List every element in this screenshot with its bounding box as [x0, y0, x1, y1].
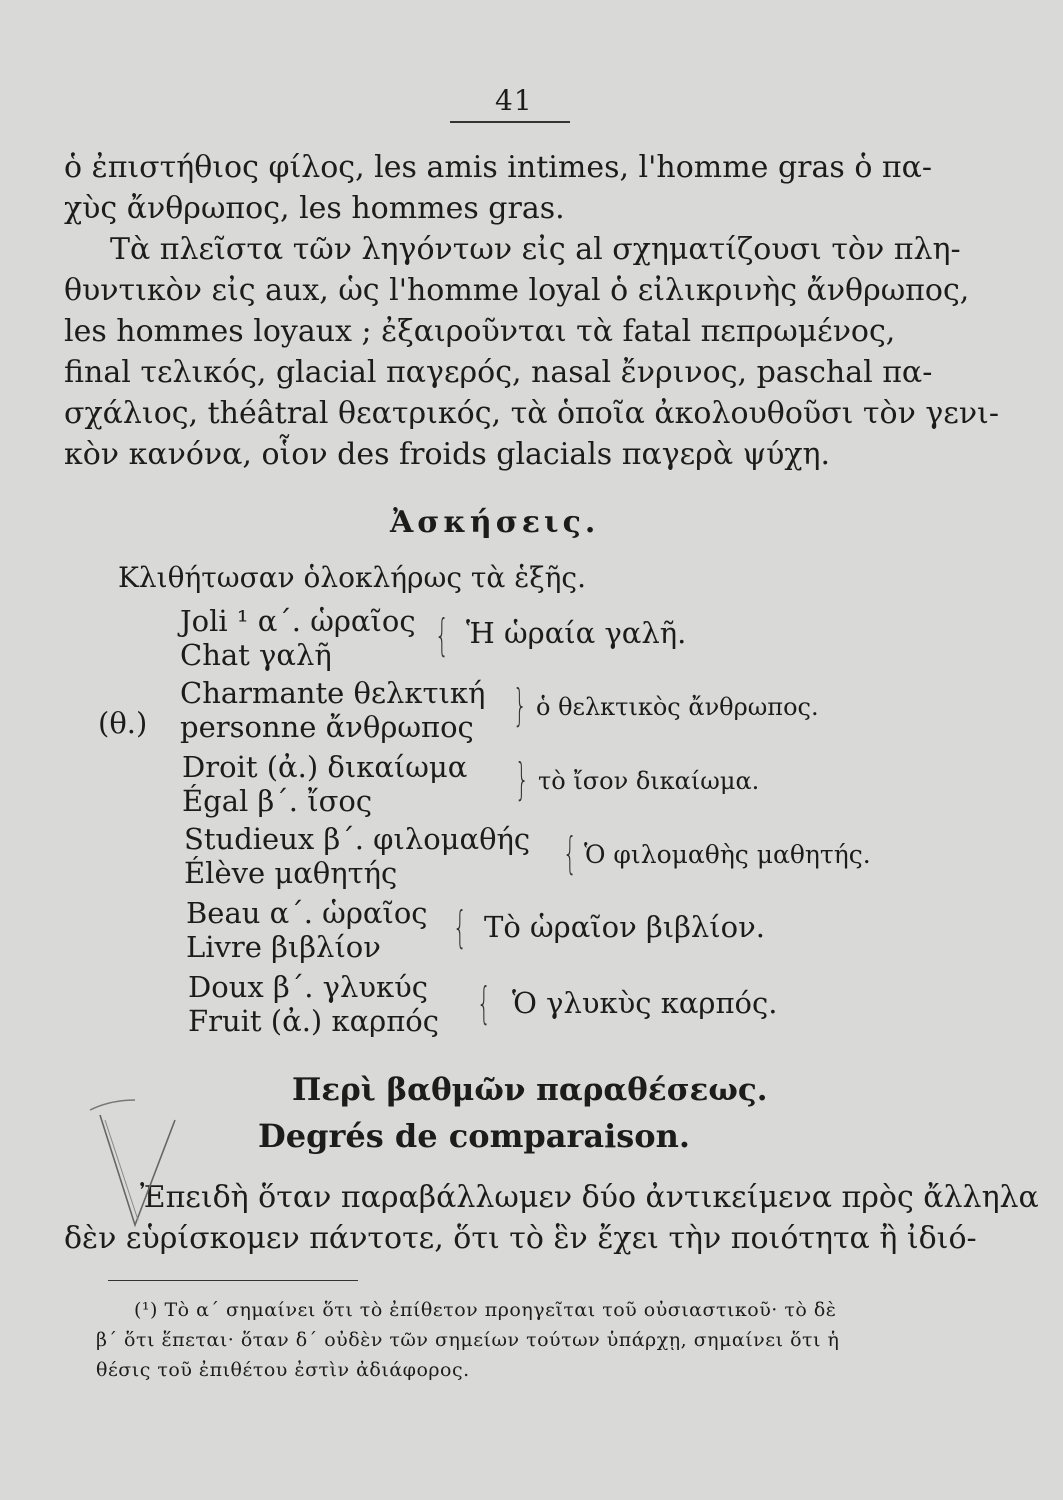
- exercise-word: Égal β΄. ἴσος: [182, 784, 373, 818]
- exercise-word: Studieux β΄. φιλομαθής: [184, 822, 531, 856]
- exercise-word: personne ἄνθρωπος: [180, 710, 474, 744]
- text-line: ὁ ἐπιστήθιος φίλος, les amis intimes, l'homme gras ὁ πα-: [64, 150, 933, 185]
- exercise-word: Livre βιβλίον: [186, 930, 381, 964]
- exercises-intro: Κλιθήτωσαν ὁλοκλήρως τὰ ἑξῆς.: [118, 561, 587, 594]
- exercise-result: Ἡ ὡραία γαλῆ.: [466, 616, 687, 650]
- text-line: Ἐπειδὴ ὅταν παραβάλλωμεν δύο ἀντικείμενα πρὸς ἄλληλα: [140, 1180, 1039, 1215]
- footnote-line: θέσις τοῦ ἐπιθέτου ἐστὶν ἀδιάφορος.: [96, 1359, 470, 1381]
- text-line: κὸν κανόνα, οἷον des froids glacials παγερὰ ψύχη.: [64, 437, 831, 472]
- exercises-heading: Ἀσκήσεις.: [390, 505, 600, 540]
- text-line: δὲν εὑρίσκομεν πάντοτε, ὅτι τὸ ἓν ἔχει τὴν ποιότητα ἢ ἰδιό-: [64, 1221, 977, 1256]
- exercise-word: Droit (ἀ.) δικαίωμα: [182, 750, 468, 784]
- brace: {: [453, 902, 467, 953]
- brace: {: [477, 978, 491, 1029]
- exercise-word: Charmante θελκτική: [180, 676, 486, 710]
- text-line: les hommes loyaux ; ἐξαιροῦνται τὰ fatal πεπρωμένος,: [64, 314, 896, 349]
- section-heading-greek: Περὶ βαθμῶν παραθέσεως.: [292, 1072, 768, 1108]
- brace: {: [563, 828, 577, 879]
- text-line: final τελικός, glacial παγερός, nasal ἔνρινος, paschal πα-: [64, 355, 933, 390]
- brace: }: [513, 680, 527, 731]
- brace: {: [435, 610, 449, 661]
- exercise-word: Fruit (ἀ.) καρπός: [188, 1004, 439, 1038]
- exercise-word: Doux β΄. γλυκύς: [188, 970, 429, 1004]
- page-number: 41: [495, 84, 533, 117]
- exercise-prefix: (θ.): [98, 706, 148, 740]
- exercise-result: Ὁ φιλομαθὴς μαθητής.: [584, 840, 871, 869]
- exercise-word: Joli ¹ α΄. ὡραῖος: [180, 604, 416, 638]
- exercise-result: Τὸ ὡραῖον βιβλίον.: [484, 910, 765, 944]
- section-heading-french: Degrés de comparaison.: [258, 1117, 691, 1155]
- exercise-word: Beau α΄. ὡραῖος: [186, 896, 428, 930]
- brace: }: [515, 754, 529, 805]
- text-line: σχάλιος, théâtral θεατρικός, τὰ ὁποῖα ἀκολουθοῦσι τὸν γενι-: [64, 396, 999, 431]
- exercise-word: Élève μαθητής: [184, 856, 398, 890]
- exercise-result: Ὁ γλυκὺς καρπός.: [512, 986, 778, 1020]
- text-line: θυντικὸν εἰς aux, ὡς l'homme loyal ὁ εἰλικρινὴς ἄνθρωπος,: [64, 273, 970, 308]
- footnote-line: (¹) Τὸ α΄ σημαίνει ὅτι τὸ ἐπίθετον προηγεῖται τοῦ οὐσιαστικοῦ· τὸ δὲ: [134, 1299, 837, 1321]
- footnote-rule: [108, 1280, 358, 1281]
- exercise-result: τὸ ἴσον δικαίωμα.: [538, 767, 760, 795]
- exercise-word: Chat γαλῆ: [180, 638, 332, 672]
- pencil-checkmark-icon: [80, 1080, 230, 1230]
- footnote-line: β΄ ὅτι ἕπεται· ὅταν δ΄ οὐδὲν τῶν σημείων τούτων ὑπάρχῃ, σημαίνει ὅτι ἡ: [96, 1329, 840, 1351]
- text-line: χὺς ἄνθρωπος, les hommes gras.: [64, 191, 565, 226]
- page-number-rule: [450, 121, 570, 123]
- text-line: Τὰ πλεῖστα τῶν ληγόντων εἰς al σχηματίζουσι τὸν πλη-: [110, 232, 961, 267]
- exercise-result: ὁ θελκτικὸς ἄνθρωπος.: [536, 693, 819, 721]
